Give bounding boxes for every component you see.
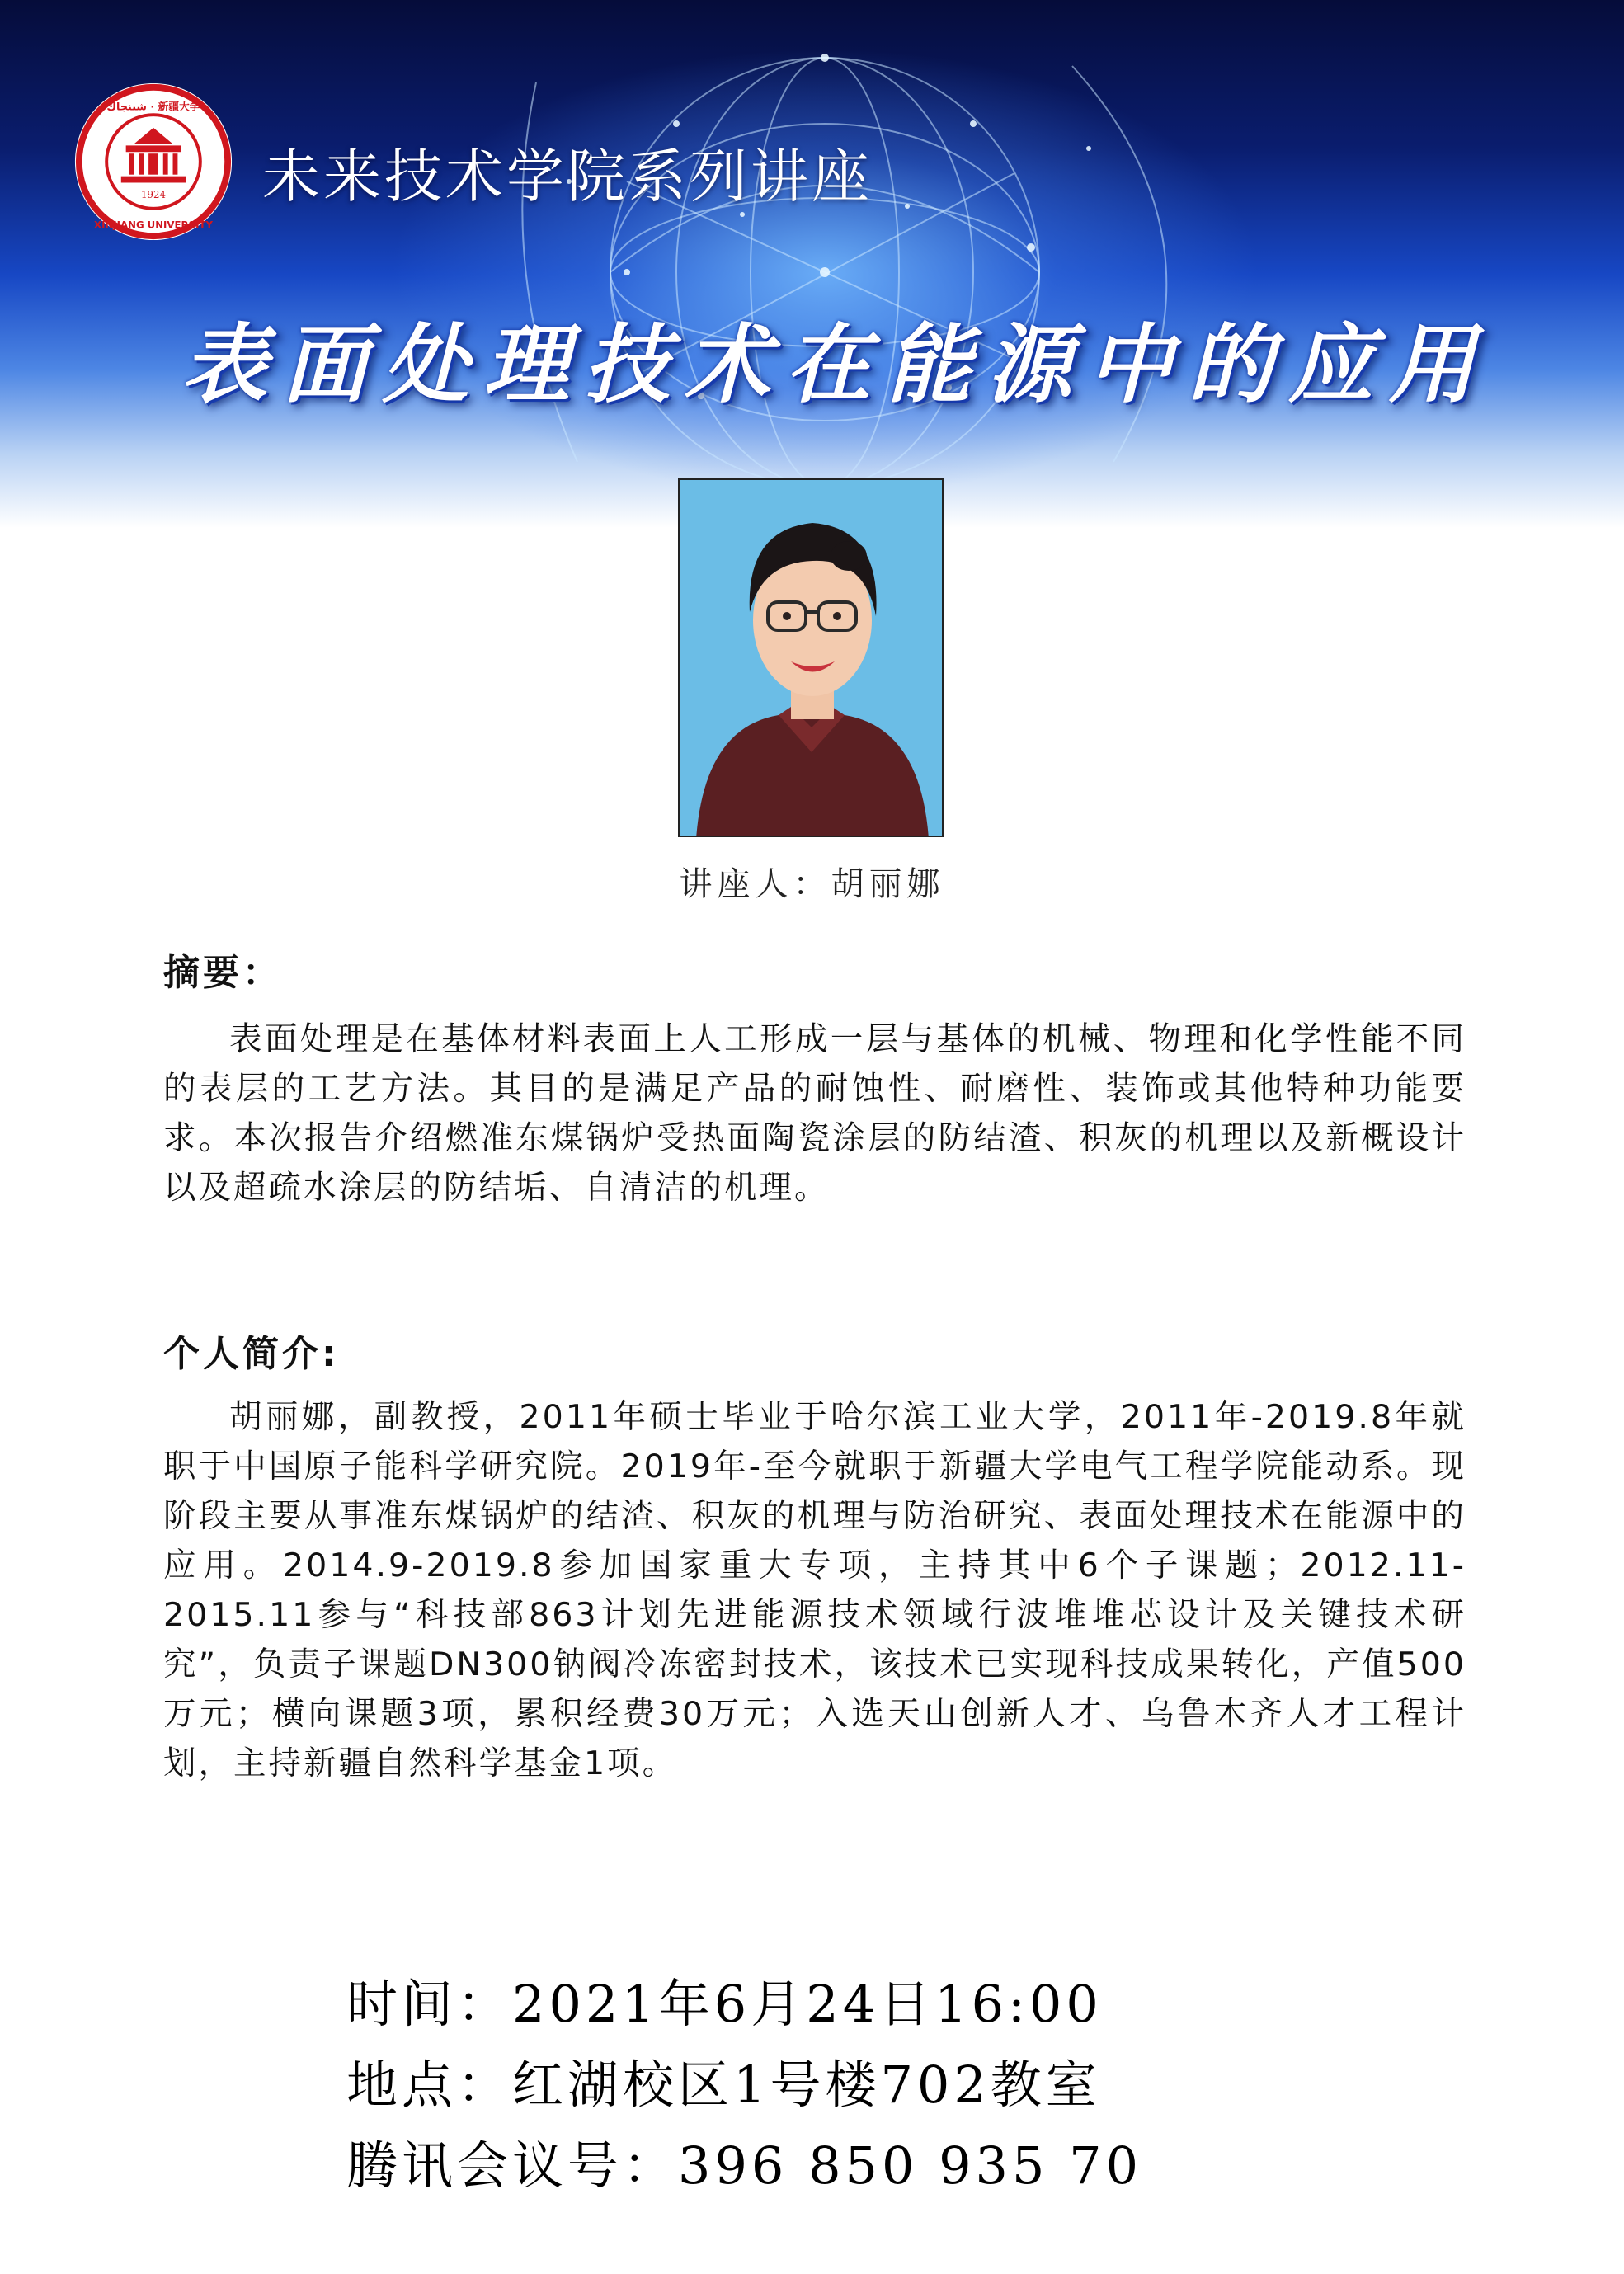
time-value: 2021年6月24日16:00 — [512, 1974, 1103, 2034]
speaker-name: 胡丽娜 — [831, 865, 945, 903]
lecture-title: 表面处理技术在能源中的应用 — [181, 314, 1490, 415]
event-time — [346, 1963, 1103, 2036]
time-label: 时间： — [346, 1974, 513, 2034]
abstract-heading: 摘要： — [163, 952, 282, 994]
xinjiang-university-logo — [73, 81, 234, 242]
speaker-line — [0, 858, 1624, 905]
header-banner — [0, 0, 1624, 528]
place-label: 地点： — [346, 2055, 513, 2115]
logo-year: 1924 — [141, 189, 166, 201]
meeting-label: 腾讯会议号： — [346, 2135, 679, 2196]
speaker-photo — [678, 478, 944, 837]
bio-heading: 个人简介: — [163, 1333, 340, 1375]
svg-text:XINJIANG UNIVERSITY: XINJIANG UNIVERSITY — [94, 219, 213, 231]
place-value: 红湖校区1号楼702教室 — [512, 2055, 1101, 2115]
bio-text: 胡丽娜，副教授，2011年硕士毕业于哈尔滨工业大学，2011年-2019.8年就职于中国原子能科学研究院。2019年-至今就职于新疆大学电气工程学院能动系。现阶段主要从事准东煤锅炉的结渣、积灰的机理与防治研究、表面处理技术在能源中的应用。2014.9-2019.8参加国家重大专项，主持其中6个子课题；2012.11-2015.11参与“科技部863计划先进能源技术领域行波堆堆芯设计及关键技术研究”，负责子课题DN300钠阀冷冻密封技术，该技术已实现科技成果转化，产值500万元；横向课题3项，累积经费30万元；入选天山创新人才、乌鲁木齐人才工程计划，主持新疆自然科学基金1项。 — [163, 1398, 1466, 1782]
meeting-id — [346, 2125, 1142, 2198]
speaker-label: 讲座人： — [679, 865, 831, 903]
event-place — [346, 2044, 1101, 2117]
series-title: 未来技术学院系列讲座 — [262, 143, 873, 210]
abstract-text: 表面处理是在基体材料表面上人工形成一层与基体的机械、物理和化学性能不同的表层的工艺方法。其目的是满足产品的耐蚀性、耐磨性、装饰或其他特种功能要求。本次报告介绍燃准东煤锅炉受热面陶瓷涂层的防结渣、积灰的机理以及新概设计以及超疏水涂层的防结垢、自清洁的机理。 — [163, 1020, 1466, 1207]
svg-text:شىنجاڭ · 新疆大学: شىنجاڭ · 新疆大学 — [106, 101, 200, 114]
network-globe-graphic — [0, 0, 1624, 528]
meeting-value: 396 850 935 70 — [678, 2135, 1143, 2196]
